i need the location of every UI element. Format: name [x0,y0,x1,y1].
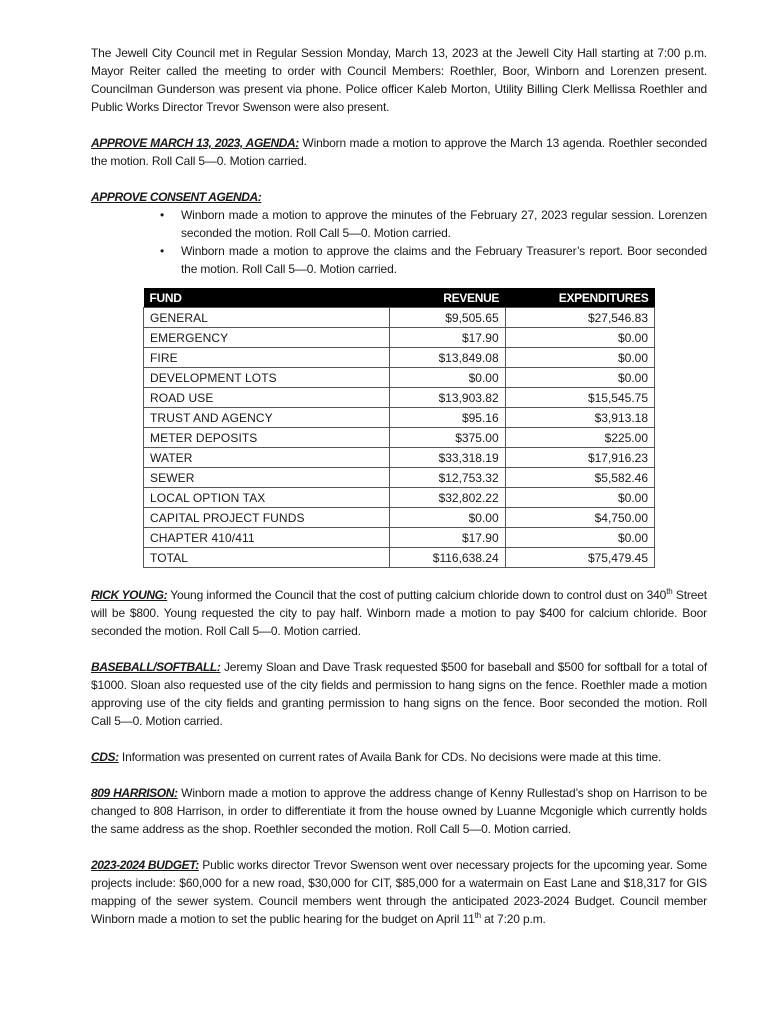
consent-item-minutes: • Winborn made a motion to approve the minutes of the February 27, 2023 regular session. Lorenzen seconded the motion. Roll Call 5—0. Motion carried. [181,206,707,242]
budget-paragraph [91,856,707,928]
expenditures-value: $4,750.00 [505,508,654,528]
expenditures-value: $225.00 [505,428,654,448]
expenditures-value: $0.00 [505,368,654,388]
table-row [144,328,655,348]
table-row [144,528,655,548]
revenue-value: $17.90 [389,328,505,348]
baseball-text: Jeremy Sloan and Dave Trask requested $500 for baseball and $500 for softball for a total of $1000. Sloan also requested use of the city fields and permission to hang signs on the fence. Roethler made a motion approving use of the city fields and granting permission to hang signs on the fence. Boor seconded the motion. Roll Call 5—0. Motion carried. [91,660,707,728]
cds-text: Information was presented on current rates of Availa Bank for CDs. No decisions were made at this time. [118,750,662,764]
fund-name: METER DEPOSITS [144,428,390,448]
table-row [144,388,655,408]
agenda-paragraph [91,134,707,170]
budget-text-b: at 7:20 p.m. [480,912,546,926]
fund-table-header [144,288,655,308]
budget-text-a: Public works director Trevor Swenson went over necessary projects for the upcoming year. Some projects include: $60,000 for a new road, $30,000 for CIT, $85,000 for a watermain on East Lane and $18,317 for GIS mapping of the sewer system. Council members went through the anticipated 2023-2024 Budget. Council member Winborn made a motion to set the public hearing for the budget on April 11 [91,858,707,926]
cds-paragraph [91,748,707,766]
table-row [144,308,655,328]
revenue-value: $9,505.65 [389,308,505,328]
harrison-text: Winborn made a motion to approve the address change of Kenny Rullestad’s shop on Harrison to be changed to 808 Harrison, in order to differentiate it from the house owned by Luanne Mcgonigle which currently holds the same address as the shop. Roethler seconded the motion. Roll Call 5—0. Motion carried. [91,786,707,836]
consent-heading: APPROVE CONSENT AGENDA: [91,190,262,204]
baseball-heading: BASEBALL/SOFTBALL: [91,660,221,674]
expenditures-value: $15,545.75 [505,388,654,408]
table-row [144,468,655,488]
expenditures-value: $0.00 [505,488,654,508]
table-row [144,488,655,508]
fund-table-body [144,308,655,568]
fund-name: TOTAL [144,548,390,568]
revenue-value: $13,849.08 [389,348,505,368]
revenue-value: $95.16 [389,408,505,428]
rick-young-paragraph [91,586,707,640]
fund-table [143,288,655,568]
table-row [144,448,655,468]
revenue-value: $0.00 [389,368,505,388]
rick-young-text-a: Young informed the Council that the cost of putting calcium chloride down to control dust on 340 [167,588,667,602]
header-fund: FUND [144,288,390,308]
header-revenue: REVENUE [389,288,505,308]
expenditures-value: $0.00 [505,528,654,548]
revenue-value: $116,638.24 [389,548,505,568]
fund-name: DEVELOPMENT LOTS [144,368,390,388]
table-row [144,428,655,448]
table-row [144,408,655,428]
table-row [144,548,655,568]
fund-name: CAPITAL PROJECT FUNDS [144,508,390,528]
consent-heading-line [91,188,707,206]
revenue-value: $33,318.19 [389,448,505,468]
fund-name: CHAPTER 410/411 [144,528,390,548]
fund-name: SEWER [144,468,390,488]
budget-heading: 2023-2024 BUDGET: [91,858,199,872]
cds-heading: CDS: [91,750,119,764]
expenditures-value: $0.00 [505,328,654,348]
revenue-value: $32,802.22 [389,488,505,508]
budget-sup: th [474,911,481,920]
consent-list [91,206,707,278]
table-row [144,368,655,388]
rick-young-text-b: Street will be $800. Young requested the city to pay half. Winborn made a motion to pay $400 for calcium chloride. Boor seconded the motion. Roll Call 5—0. Motion carried. [91,588,707,638]
agenda-text: Winborn made a motion to approve the March 13 agenda. Roethler seconded the motion. Roll Call 5—0. Motion carried. [91,136,707,168]
baseball-paragraph [91,658,707,730]
minutes-document [91,44,707,946]
expenditures-value: $0.00 [505,348,654,368]
revenue-value: $12,753.32 [389,468,505,488]
revenue-value: $0.00 [389,508,505,528]
fund-name: ROAD USE [144,388,390,408]
fund-name: LOCAL OPTION TAX [144,488,390,508]
fund-name: GENERAL [144,308,390,328]
expenditures-value: $5,582.46 [505,468,654,488]
consent-item-claims: • Winborn made a motion to approve the claims and the February Treasurer’s report. Boor seconded the motion. Roll Call 5—0. Motion carried. [181,242,707,278]
fund-name: TRUST AND AGENCY [144,408,390,428]
fund-name: EMERGENCY [144,328,390,348]
expenditures-value: $3,913.18 [505,408,654,428]
intro-paragraph: The Jewell City Council met in Regular Session Monday, March 13, 2023 at the Jewell City Hall starting at 7:00 p.m. Mayor Reiter called the meeting to order with Council Members: Roethler, Boor, Winborn and Lorenzen present. Councilman Gunderson was present via phone. Police officer Kaleb Morton, Utility Billing Clerk Mellissa Roethler and Public Works Director Trevor Swenson were also present. [91,46,707,114]
fund-name: FIRE [144,348,390,368]
rick-young-heading: RICK YOUNG: [91,588,168,602]
harrison-heading: 809 HARRISON: [91,786,178,800]
revenue-value: $13,903.82 [389,388,505,408]
rick-young-sup: th [666,587,673,596]
expenditures-value: $27,546.83 [505,308,654,328]
revenue-value: $17.90 [389,528,505,548]
harrison-paragraph [91,784,707,838]
fund-name: WATER [144,448,390,468]
expenditures-value: $17,916.23 [505,448,654,468]
table-row [144,508,655,528]
revenue-value: $375.00 [389,428,505,448]
agenda-heading: APPROVE MARCH 13, 2023, AGENDA: [91,136,299,150]
table-row [144,348,655,368]
expenditures-value: $75,479.45 [505,548,654,568]
header-expenditures: EXPENDITURES [505,288,654,308]
